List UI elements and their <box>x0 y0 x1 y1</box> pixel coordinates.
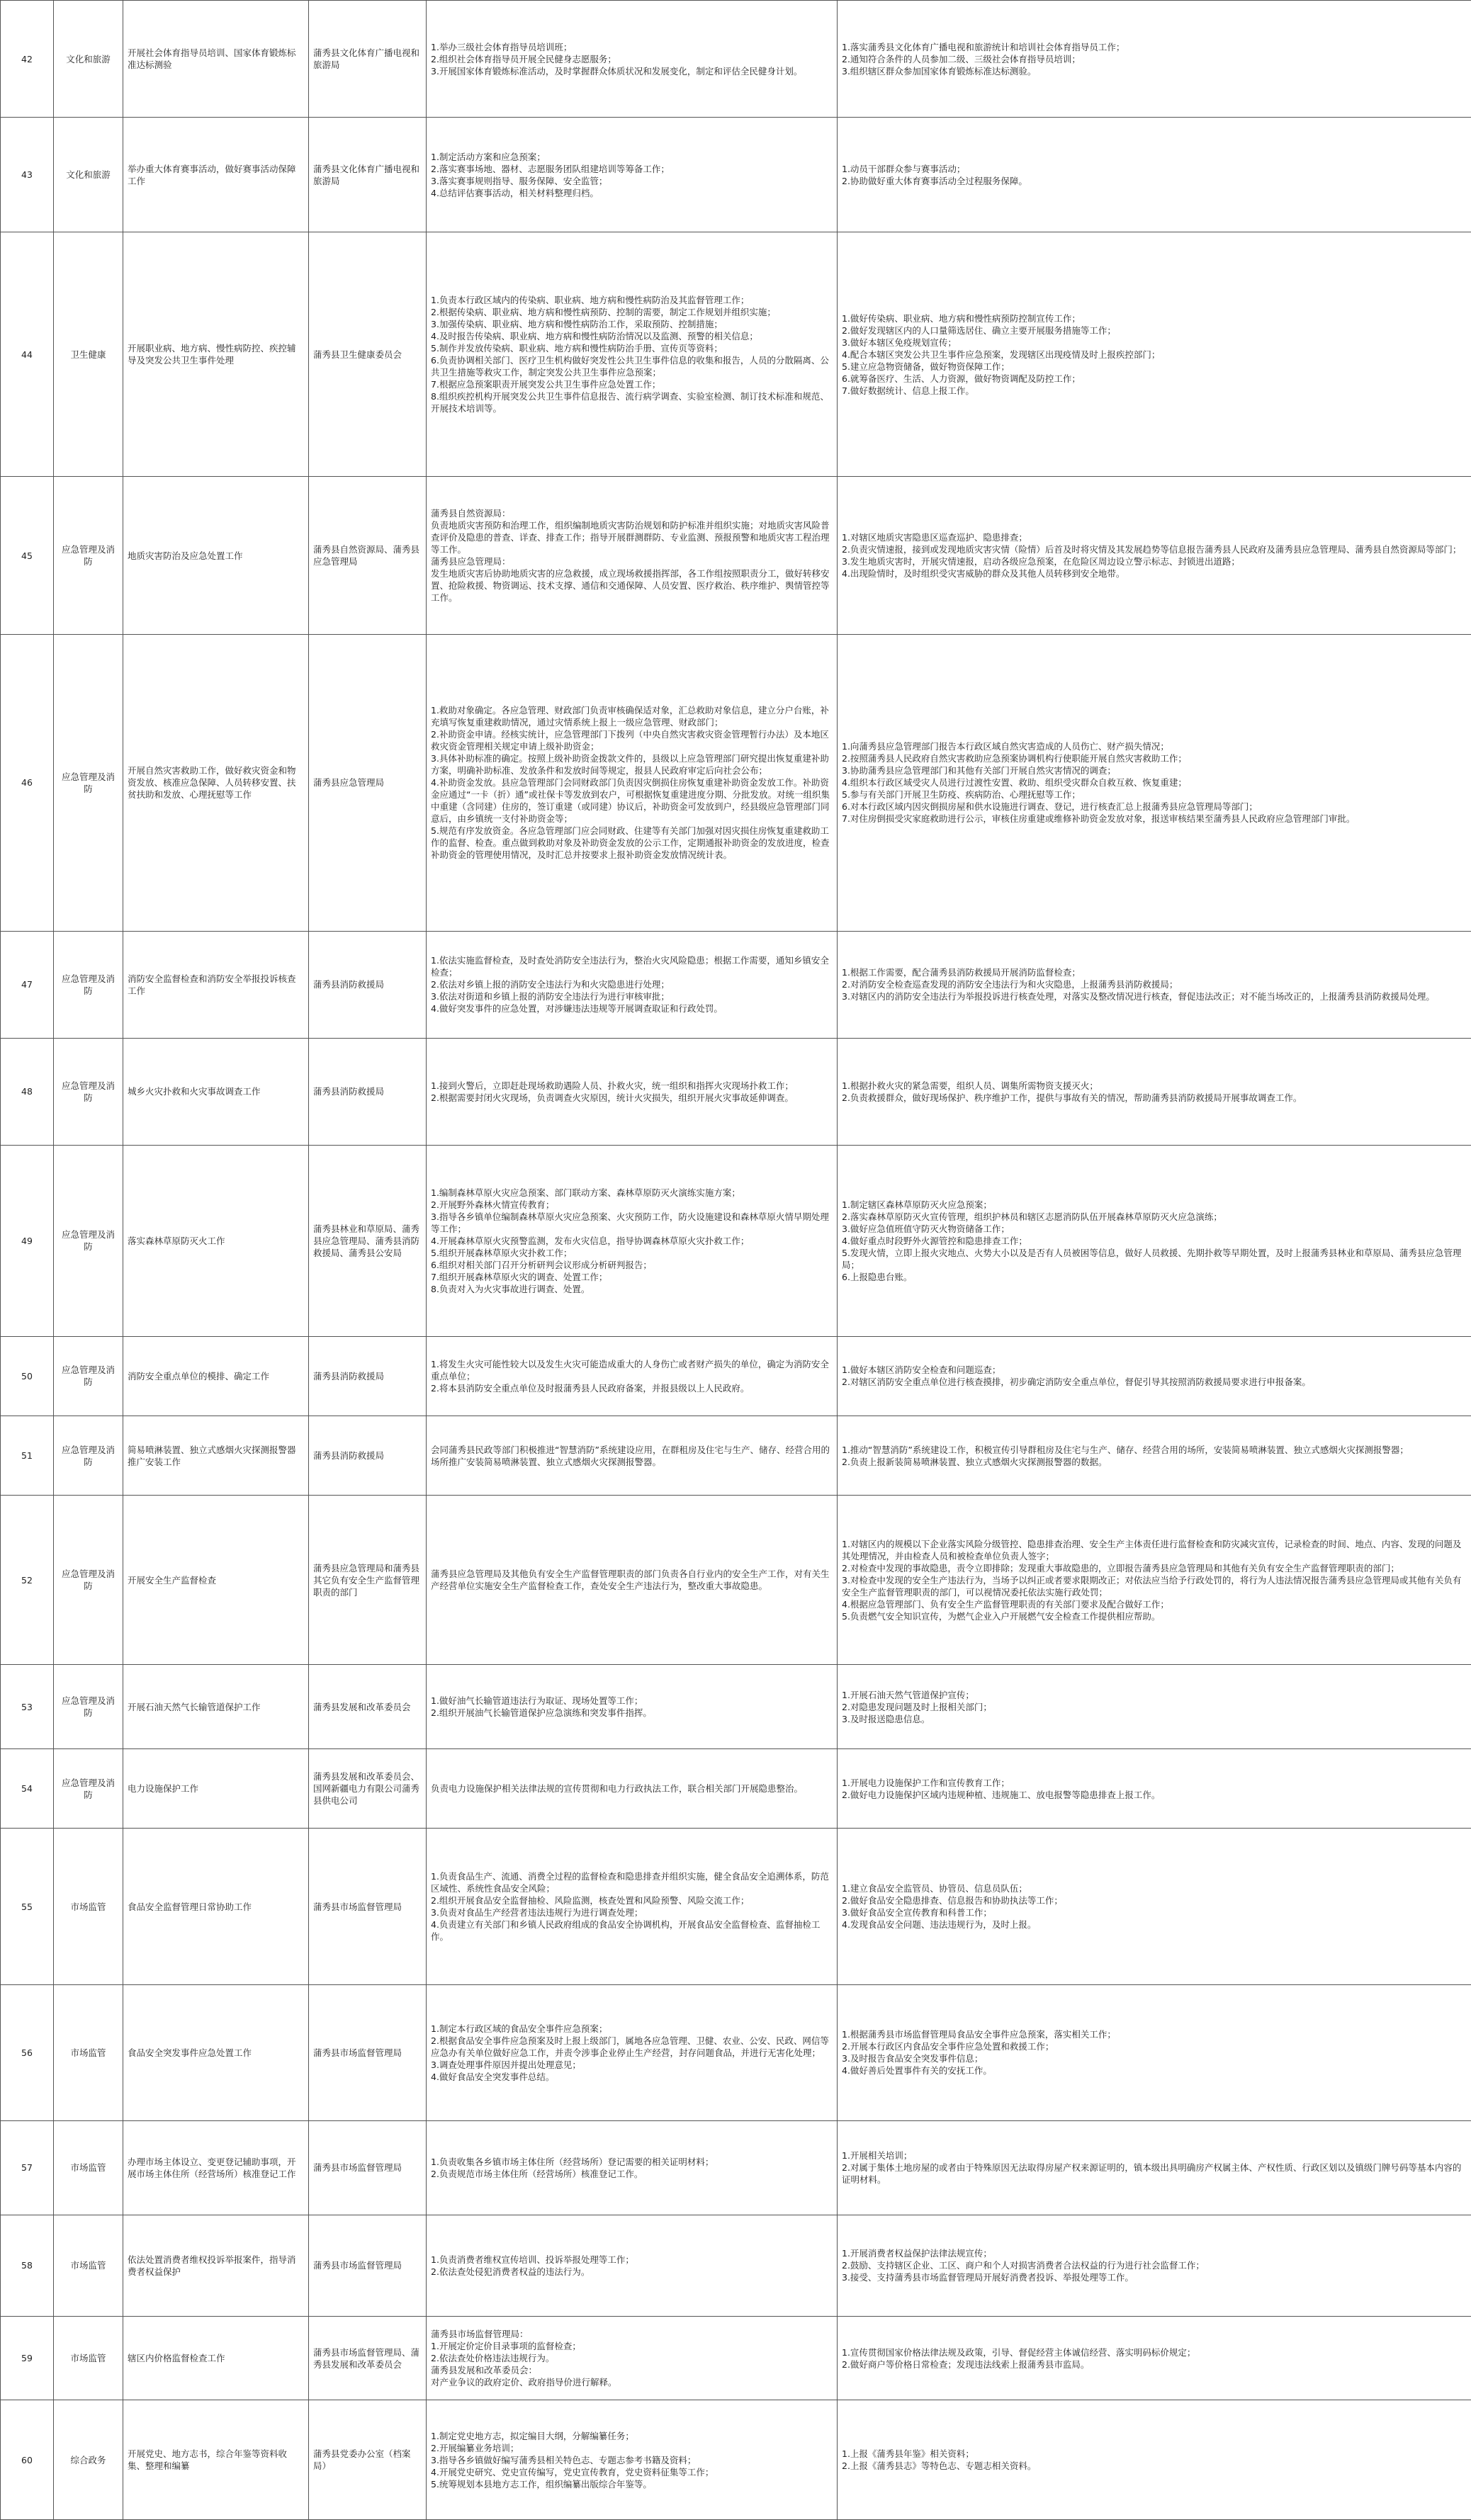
item-cell: 开展社会体育指导员培训、国家体育锻炼标准达标测验 <box>123 1 309 118</box>
domain-cell: 应急管理及消防 <box>54 1665 123 1748</box>
item-cell: 电力设施保护工作 <box>123 1748 309 1828</box>
township-responsibility-cell: 1.制定辖区森林草原防灭火应急预案； 2.落实森林草原防灭火宣传管理，组织护林员和辖区志愿消防队伍开展森林草原防灭火应急演练； 3.做好应急值班值守防灭火物资储备工作； 4.做好重点时段野外火源管控和隐患排查工作； 5.发现火情，立即上报火灾地点、火势大小以及是否有人员被困等信息，做好人员救援、先期扑救等早期处置，及时上报蒲秀县林业和草原局、蒲秀县应急管理局； 6.上报隐患台账。 <box>838 1146 1471 1337</box>
township-responsibility-cell: 1.推动“智慧消防”系统建设工作，积极宣传引导群租房及住宅与生产、储存、经营合用的场所，安装简易喷淋装置、独立式感烟火灾探测报警器； 2.负责上报新装简易喷淋装置、独立式感烟火灾探测报警器的数据。 <box>838 1416 1471 1496</box>
row-number: 44 <box>1 232 54 476</box>
table-row <box>1 1038 1471 1145</box>
department-cell: 蒲秀县市场监督管理局、蒲秀县发展和改革委员会 <box>309 2316 427 2400</box>
department-cell: 蒲秀县市场监督管理局 <box>309 1829 427 1985</box>
item-cell: 消防安全监督检查和消防安全举报投诉核查工作 <box>123 931 309 1038</box>
township-responsibility-cell: 1.做好传染病、职业病、地方病和慢性病预防控制宣传工作； 2.做好发现辖区内的人口量筛选居住、确立主要开展服务措施等工作； 3.做好本辖区免疫规划宣传； 4.配合本辖区突发公共卫生事件应急预案，发现辖区出现疫情及时上报疾控部门； 5.建立应急物资储备，做好物资保障工作； 6.就筹备医疗、生活、人力资源，做好物资调配及防控工作； 7.做好数据统计、信息上报工作。 <box>838 232 1471 476</box>
township-responsibility-cell: 1.建立食品安全监管员、协管员、信息员队伍； 2.做好食品安全隐患排查、信息报告和协助执法等工作； 3.做好食品安全宣传教育和科普工作； 4.发现食品安全问题、违法违规行为，及时上报。 <box>838 1829 1471 1985</box>
department-responsibility-cell: 1.负责收集各乡镇市场主体住所（经营场所）登记需要的相关证明材料； 2.负责规范市场主体住所（经营场所）核准登记工作。 <box>427 2121 838 2215</box>
table-body <box>1 1 1471 2520</box>
department-cell: 蒲秀县发展和改革委员会、国网新疆电力有限公司蒲秀县供电公司 <box>309 1748 427 1828</box>
township-responsibility-cell: 1.根据工作需要，配合蒲秀县消防救援局开展消防监督检查； 2.对消防安全检查巡查发现的消防安全违法行为和火灾隐患，上报蒲秀县消防救援局； 3.对辖区内的消防安全违法行为举报投诉进行核查处理，对落实及整改情况进行核查，督促违法改正；对不能当场改正的，上报蒲秀县消防救援局处理。 <box>838 931 1471 1038</box>
domain-cell: 市场监管 <box>54 1984 123 2120</box>
department-responsibility-cell: 1.负责本行政区域内的传染病、职业病、地方病和慢性病防治及其监督管理工作； 2.根据传染病、职业病、地方病和慢性病预防、控制的需要，制定工作规划并组织实施； 3.加强传染病、职业病、地方病和慢性病防治工作，采取预防、控制措施； 4.及时报告传染病、职业病、地方病和慢性病防治情况以及监测、预警的相关信息； 5.制作并发放传染病、职业病、地方病和慢性病防治手册、宣传页等资料； 6.负责协调相关部门、医疗卫生机构做好突发性公共卫生事件信息的收集和报告，人员的分散隔离、公共卫生措施等救灾工作，制定突发公共卫生事件应急预案； 7.根据应急预案职责开展突发公共卫生事件应急处置工作； 8.组织疾控机构开展突发公共卫生事件信息报告、流行病学调查、实验室检测、制订技术标准和规范、开展技术培训等。 <box>427 232 838 476</box>
item-cell: 办理市场主体设立、变更登记辅助事项，开展市场主体住所（经营场所）核准登记工作 <box>123 2121 309 2215</box>
department-responsibility-cell: 1.制定本行政区域的食品安全事件应急预案； 2.根据食品安全事件应急预案及时上报上级部门，属地各应急管理、卫健、农业、公安、民政、网信等应急办有关单位做好应急工作，并责令涉事企业停止生产经营，封存问题食品，并进行无害化处理； 3.调查处理事件原因并提出处理意见； 4.做好食品安全突发事件总结。 <box>427 1984 838 2120</box>
row-number: 56 <box>1 1984 54 2120</box>
table-row <box>1 1984 1471 2120</box>
department-responsibility-cell: 负责电力设施保护相关法律法规的宣传贯彻和电力行政执法工作，联合相关部门开展隐患整治。 <box>427 1748 838 1828</box>
department-cell: 蒲秀县消防救援局 <box>309 1336 427 1416</box>
row-number: 58 <box>1 2215 54 2316</box>
row-number: 42 <box>1 1 54 118</box>
table-row <box>1 634 1471 931</box>
domain-cell: 综合政务 <box>54 2400 123 2520</box>
department-responsibility-cell: 1.做好油气长输管道违法行为取证、现场处置等工作； 2.组织开展油气长输管道保护应急演练和突发事件指挥。 <box>427 1665 838 1748</box>
domain-cell: 市场监管 <box>54 2121 123 2215</box>
department-responsibility-cell: 1.编制森林草原火灾应急预案、部门联动方案、森林草原防灭火演练实施方案； 2.开展野外森林火情宣传教育； 3.指导各乡镇单位编制森林草原火灾应急预案、火灾预防工作，防火设施建设和森林草原火情早期处理等工作； 4.开展森林草原火灾预警监测，发布火灾信息，指导协调森林草原火灾扑救工作； 5.组织开展森林草原火灾扑救工作； 6.组织对相关部门召开分析研判会议形成分析研判报告； 7.组织开展森林草原火灾的调查、处置工作； 8.负责对入为火灾事故进行调查、处置。 <box>427 1146 838 1337</box>
item-cell: 开展自然灾害救助工作，做好救灾资金和物资发放、核准应急保障、人员转移安置、扶贫扶助和发放、心理抚慰等工作 <box>123 634 309 931</box>
department-responsibility-cell: 1.负责食品生产、流通、消费全过程的监督检查和隐患排查并组织实施，健全食品安全追溯体系，防范区域性、系统性食品安全风险； 2.组织开展食品安全监督抽检、风险监测，核查处置和风险预警、风险交流工作； 3.负责对食品生产经营者违法违规行为进行调查处理； 4.负责建立有关部门和乡镇人民政府组成的食品安全协调机构，开展食品安全监督检查、监督抽检工作。 <box>427 1829 838 1985</box>
table-row <box>1 477 1471 635</box>
row-number: 51 <box>1 1416 54 1496</box>
domain-cell: 市场监管 <box>54 2215 123 2316</box>
table-row <box>1 931 1471 1038</box>
item-cell: 举办重大体育赛事活动，做好赛事活动保障工作 <box>123 118 309 232</box>
table-row <box>1 2121 1471 2215</box>
table-row <box>1 118 1471 232</box>
table-row <box>1 1146 1471 1337</box>
domain-cell: 应急管理及消防 <box>54 931 123 1038</box>
department-responsibility-cell: 会同蒲秀县民政等部门积极推进“智慧消防”系统建设应用，在群租房及住宅与生产、储存、经营合用的场所推广安装简易喷淋装置、独立式感烟火灾探测报警器。 <box>427 1416 838 1496</box>
domain-cell: 市场监管 <box>54 1829 123 1985</box>
row-number: 49 <box>1 1146 54 1337</box>
item-cell: 城乡火灾扑救和火灾事故调查工作 <box>123 1038 309 1145</box>
item-cell: 食品安全监督管理日常协助工作 <box>123 1829 309 1985</box>
township-responsibility-cell: 1.开展消费者权益保护法律法规宣传； 2.鼓励、支持辖区企业、工区、商户和个人对损害消费者合法权益的行为进行社会监督工作； 3.接受、支持蒲秀县市场监督管理局开展好消费者投诉、举报处理等工作。 <box>838 2215 1471 2316</box>
township-responsibility-cell: 1.开展石油天然气管道保护宣传； 2.对隐患发现问题及时上报相关部门； 3.及时报送隐患信息。 <box>838 1665 1471 1748</box>
department-cell: 蒲秀县自然资源局、蒲秀县应急管理局 <box>309 477 427 635</box>
item-cell: 辖区内价格监督检查工作 <box>123 2316 309 2400</box>
department-responsibility-cell: 1.依法实施监督检查，及时查处消防安全违法行为，整治火灾风险隐患；根据工作需要，通知乡镇安全检查； 2.依法对乡镇上报的消防安全违法行为和火灾隐患进行处理； 3.依法对街道和乡镇上报的消防安全违法行为进行审核审批； 4.做好突发事件的应急处置，对涉嫌违法违规等开展调查取证和行政处罚。 <box>427 931 838 1038</box>
row-number: 60 <box>1 2400 54 2520</box>
department-cell: 蒲秀县党委办公室（档案局） <box>309 2400 427 2520</box>
domain-cell: 应急管理及消防 <box>54 1496 123 1665</box>
department-cell: 蒲秀县卫生健康委员会 <box>309 232 427 476</box>
department-responsibility-cell: 1.举办三级社会体育指导员培训班； 2.组织社会体育指导员开展全民健身志愿服务； 3.开展国家体育锻炼标准活动，及时掌握群众体质状况和发展变化，制定和评估全民健身计划。 <box>427 1 838 118</box>
table-row <box>1 232 1471 476</box>
domain-cell: 应急管理及消防 <box>54 1038 123 1145</box>
domain-cell: 应急管理及消防 <box>54 1748 123 1828</box>
department-cell: 蒲秀县消防救援局 <box>309 1038 427 1145</box>
department-responsibility-cell: 1.将发生火灾可能性较大以及发生火灾可能造成重大的人身伤亡或者财产损失的单位，确定为消防安全重点单位； 2.将本县消防安全重点单位及时报蒲秀县人民政府备案，并报县级以上人民政府。 <box>427 1336 838 1416</box>
table-row <box>1 1 1471 118</box>
row-number: 50 <box>1 1336 54 1416</box>
row-number: 45 <box>1 477 54 635</box>
department-responsibility-cell: 1.接到火警后，立即赶赴现场救助遇险人员、扑救火灾，统一组织和指挥火灾现场扑救工作； 2.根据需要封闭火灾现场，负责调查火灾原因，统计火灾损失，组织开展火灾事故延伸调查。 <box>427 1038 838 1145</box>
row-number: 47 <box>1 931 54 1038</box>
table-row <box>1 2400 1471 2520</box>
row-number: 53 <box>1 1665 54 1748</box>
table-row <box>1 1665 1471 1748</box>
row-number: 55 <box>1 1829 54 1985</box>
item-cell: 食品安全突发事件应急处置工作 <box>123 1984 309 2120</box>
item-cell: 依法处置消费者维权投诉举报案件，指导消费者权益保护 <box>123 2215 309 2316</box>
table-row <box>1 1496 1471 1665</box>
department-cell: 蒲秀县文化体育广播电视和旅游局 <box>309 1 427 118</box>
department-cell: 蒲秀县林业和草原局、蒲秀县应急管理局、蒲秀县消防救援局、蒲秀县公安局 <box>309 1146 427 1337</box>
item-cell: 开展党史、地方志书，综合年鉴等资料收集、整理和编纂 <box>123 2400 309 2520</box>
department-responsibility-cell: 1.救助对象确定。各应急管理、财政部门负责审核确保适对象，汇总救助对象信息，建立分户台账，补充填写恢复重建救助情况，通过灾情系统上报上一级应急管理、财政部门； 2.补助资金申请。经核实统计，应急管理部门下拨列（中央自然灾害救灾资金管理暂行办法）及本地区救灾资金管理相关规定申请上级补助资金； 3.具体补助标准的确定。按照上级补助资金拨款文件的，县级以上应急管理部门研究提出恢复重建补助方案，明确补助标准、发放条件和发放时间等规定，报县人民政府审定后向社会公布； 4.补助资金发放。县应急管理部门会同财政部门负责因灾倒损住房恢复重建补助资金发放工作。补助资金应通过“一卡（折）通”或社保卡等发放到农户，可根据恢复重建进度分期、分批发放。对统一组织集中重建（含同建）住房的，签订重建（或同建）协议后，补助资金可发放到户，经县级应急管理部门同意后，由乡镇统一支付补助资金等； 5.规范有序发放资金。各应急管理部门应会同财政、住建等有关部门加强对因灾损住房恢复重建救助工作的监督、检查。重点做到救助对象及补助资金发放的公示工作，定期通报补助资金的发放进度，检查补助资金的管理使用情况，及时汇总并按要求上报补助资金发放情况统计表。 <box>427 634 838 931</box>
row-number: 46 <box>1 634 54 931</box>
item-cell: 开展石油天然气长输管道保护工作 <box>123 1665 309 1748</box>
department-responsibility-cell: 1.制定党史地方志，拟定编目大纲，分解编纂任务； 2.开展编纂业务培训； 3.指导各乡镇做好编写蒲秀县相关特色志、专题志参考书籍及资料； 4.开展党史研究、党史宣传编写，党史宣传教育，党史资料征集等工作； 5.统筹规划本县地方志工作，组织编纂出版综合年鉴等。 <box>427 2400 838 2520</box>
row-number: 57 <box>1 2121 54 2215</box>
township-responsibility-cell: 1.动员干部群众参与赛事活动； 2.协助做好重大体育赛事活动全过程服务保障。 <box>838 118 1471 232</box>
table-row <box>1 1416 1471 1496</box>
row-number: 54 <box>1 1748 54 1828</box>
department-responsibility-cell: 蒲秀县自然资源局： 负责地质灾害预防和治理工作，组织编制地质灾害防治规划和防护标准并组织实施；对地质灾害风险普查评价及隐患的普查、详查、排查工作；指导开展群测群防、专业监测、预报预警和地质灾害工程治理等工作。 蒲秀县应急管理局： 发生地质灾害后协助地质灾害的应急救援，成立现场救援指挥部，各工作组按照职责分工，做好转移安置、抢险救援、物资调运、技术支撑、通信和交通保障、人员安置、医疗救治、秩序维护、舆情管控等工作。 <box>427 477 838 635</box>
township-responsibility-cell: 1.根据蒲秀县市场监督管理局食品安全事件应急预案，落实相关工作； 2.开展本行政区内食品安全事件应急处置和救援工作； 3.及时报告食品安全突发事件信息； 4.做好善后处置事件有关的安抚工作。 <box>838 1984 1471 2120</box>
township-responsibility-cell: 1.上报《蒲秀县年鉴》相关资料； 2.上报《蒲秀县志》等特色志、专题志相关资料。 <box>838 2400 1471 2520</box>
township-responsibility-cell: 1.向蒲秀县应急管理部门报告本行政区域自然灾害造成的人员伤亡、财产损失情况； 2.按照蒲秀县人民政府自然灾害救助应急预案协调机构行使职能开展自然灾害救助工作； 3.协助蒲秀县应急管理部门和其他有关部门开展自然灾害情况的调查； 4.组织本行政区域受灾人员进行过渡性安置、救助、组织受灾群众自救互救、恢复重建； 5.参与有关部门开展卫生防疫、疾病防治、心理抚慰等工作； 6.对本行政区域内因灾倒损房屋和供水设施进行调查、登记，进行核查汇总上报蒲秀县应急管理局等部门； 7.对住房倒损受灾家庭救助进行公示，审核住房重建或维修补助资金发放对象，报送审核结果至蒲秀县人民政府应急管理部门审批。 <box>838 634 1471 931</box>
department-cell: 蒲秀县消防救援局 <box>309 1416 427 1496</box>
table-row <box>1 1336 1471 1416</box>
township-responsibility-cell: 1.宣传贯彻国家价格法律法规及政策，引导、督促经营主体诚信经营、落实明码标价规定； 2.做好商户等价格日常检查；发现违法线索上报蒲秀县市监局。 <box>838 2316 1471 2400</box>
item-cell: 开展职业病、地方病、慢性病防控、疾控辅导及突发公共卫生事件处理 <box>123 232 309 476</box>
domain-cell: 应急管理及消防 <box>54 1146 123 1337</box>
table-row <box>1 1748 1471 1828</box>
domain-cell: 应急管理及消防 <box>54 634 123 931</box>
table-row <box>1 2316 1471 2400</box>
township-responsibility-cell: 1.对辖区地质灾害隐患区巡查巡护、隐患排查； 2.负责灾情速报，接到或发现地质灾害灾情（险情）后首及时将灾情及其发展趋势等信息报告蒲秀县人民政府及蒲秀县应急管理局、蒲秀县自然资源局等部门； 3.发生地质灾害时，开展灾情速报，启动各级应急预案，在危险区周边设立警示标志、封锁进出道路； 4.出现险情时，及时组织受灾害威胁的群众及其他人员转移到安全地带。 <box>838 477 1471 635</box>
township-responsibility-cell: 1.落实蒲秀县文化体育广播电视和旅游统计和培训社会体育指导员工作； 2.通知符合条件的人员参加二级、三级社会体育指导员培训； 3.组织辖区群众参加国家体育锻炼标准达标测验。 <box>838 1 1471 118</box>
department-cell: 蒲秀县应急管理局 <box>309 634 427 931</box>
township-responsibility-cell: 1.做好本辖区消防安全检查和问题巡查； 2.对辖区消防安全重点单位进行核查摸排，初步确定消防安全重点单位，督促引导其按照消防救援局要求进行申报备案。 <box>838 1336 1471 1416</box>
item-cell: 开展安全生产监督检查 <box>123 1496 309 1665</box>
domain-cell: 卫生健康 <box>54 232 123 476</box>
department-responsibility-cell: 1.制定活动方案和应急预案； 2.落实赛事场地、器材、志愿服务团队组建培训等筹备工作； 3.落实赛事规则指导、服务保障、安全监管； 4.总结评估赛事活动，相关材料整理归档。 <box>427 118 838 232</box>
department-cell: 蒲秀县消防救援局 <box>309 931 427 1038</box>
domain-cell: 应急管理及消防 <box>54 1416 123 1496</box>
township-responsibility-cell: 1.对辖区内的规模以下企业落实风险分级管控、隐患排查治理、安全生产主体责任进行监督检查和防灾减灾宣传，记录检查的时间、地点、内容、发现的问题及其处理情况，并由检查人员和被检查单位负责人签字； 2.对检查中发现的事故隐患，责令立即排除；发现重大事故隐患的，立即报告蒲秀县应急管理局和其他有关负有安全生产监督管理职责的部门； 3.对检查中发现的安全生产违法行为，当场予以纠正或者要求限期改正；对依法应当给予行政处罚的，将行为人违法情况报告蒲秀县应急管理局或其他有关负有安全生产监督管理职责的部门，可以视情况委托依法实施行政处罚； 4.根据应急管理部门、负有安全生产监督管理职责的有关部门要求及配合做好工作； 5.负责燃气安全知识宣传，为燃气企业入户开展燃气安全检查工作提供相应帮助。 <box>838 1496 1471 1665</box>
department-cell: 蒲秀县市场监督管理局 <box>309 1984 427 2120</box>
item-cell: 落实森林草原防灭火工作 <box>123 1146 309 1337</box>
department-cell: 蒲秀县市场监督管理局 <box>309 2121 427 2215</box>
row-number: 48 <box>1 1038 54 1145</box>
row-number: 59 <box>1 2316 54 2400</box>
department-responsibility-cell: 蒲秀县应急管理局及其他负有安全生产监督管理职责的部门负责各自行业内的安全生产工作，对有关生产经营单位实施安全生产监督检查工作，查处安全生产违法行为，整改重大事故隐患。 <box>427 1496 838 1665</box>
department-cell: 蒲秀县文化体育广播电视和旅游局 <box>309 118 427 232</box>
township-responsibility-cell: 1.开展相关培训； 2.对属于集体土地房屋的或者由于特殊原因无法取得房屋产权来源证明的，镇本级出具明确房产权属主体、产权性质、行政区划以及镇级门牌号码等基本内容的证明材料。 <box>838 2121 1471 2215</box>
row-number: 43 <box>1 118 54 232</box>
item-cell: 消防安全重点单位的模排、确定工作 <box>123 1336 309 1416</box>
department-responsibility-cell: 1.负责消费者维权宣传培训、投诉举报处理等工作； 2.依法查处侵犯消费者权益的违法行为。 <box>427 2215 838 2316</box>
domain-cell: 应急管理及消防 <box>54 1336 123 1416</box>
department-cell: 蒲秀县应急管理局和蒲秀县其它负有安全生产监督管理职责的部门 <box>309 1496 427 1665</box>
item-cell: 简易喷淋装置、独立式感烟火灾探测报警器推广安装工作 <box>123 1416 309 1496</box>
domain-cell: 文化和旅游 <box>54 1 123 118</box>
domain-cell: 市场监管 <box>54 2316 123 2400</box>
table-row <box>1 1829 1471 1985</box>
department-cell: 蒲秀县发展和改革委员会 <box>309 1665 427 1748</box>
department-responsibility-cell: 蒲秀县市场监督管理局： 1.开展定价定价目录事项的监督检查； 2.依法查处价格违法违规行为。 蒲秀县发展和改革委员会： 对产业争议的政府定价、政府指导价进行解释。 <box>427 2316 838 2400</box>
table-row <box>1 2215 1471 2316</box>
domain-cell: 应急管理及消防 <box>54 477 123 635</box>
department-cell: 蒲秀县市场监督管理局 <box>309 2215 427 2316</box>
township-responsibility-cell: 1.开展电力设施保护工作和宣传教育工作； 2.做好电力设施保护区域内违规种植、违规施工、放电报警等隐患排查上报工作。 <box>838 1748 1471 1828</box>
domain-cell: 文化和旅游 <box>54 118 123 232</box>
row-number: 52 <box>1 1496 54 1665</box>
item-cell: 地质灾害防治及应急处置工作 <box>123 477 309 635</box>
township-responsibility-cell: 1.根据扑救火灾的紧急需要，组织人员、调集所需物资支援灭火； 2.负责救援群众，做好现场保护、秩序维护工作，提供与事故有关的情况，帮助蒲秀县消防救援局开展事故调查工作。 <box>838 1038 1471 1145</box>
